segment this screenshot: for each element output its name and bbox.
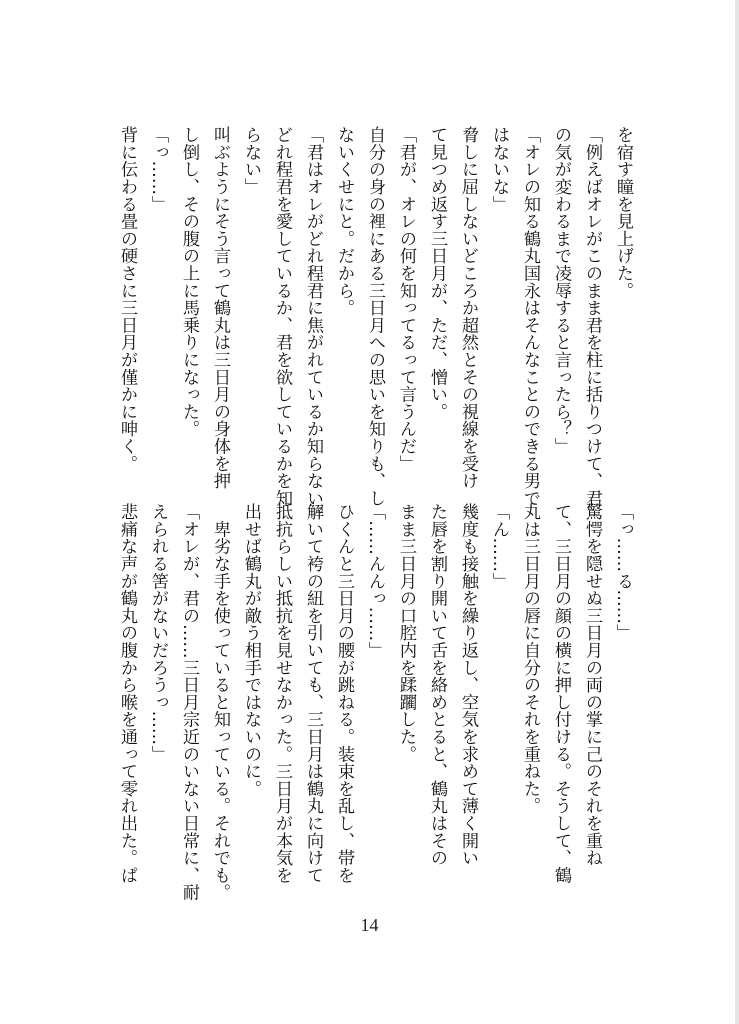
page-number: 14 (360, 915, 379, 935)
text-column: 叫ぶようにそう言って鶴丸は三日月の身体を押 (210, 126, 230, 490)
text-column: 出せば鶴丸が敵う相手ではないのに。 (241, 503, 261, 798)
text-column: 抵抗らしい抵抗を見せなかった。三日月が本気を (272, 503, 292, 884)
text-column: どれ程君を愛しているか、君を欲しているかを知 (272, 126, 292, 507)
text-column: て、三日月の顔の横に押し付ける。そうして、鶴 (551, 503, 571, 884)
text-column: 「ん……」 (489, 503, 509, 590)
text-column: 「オレの知る鶴丸国永はそんなことのできる男で (520, 126, 540, 507)
text-column: 「……んんっ……」 (365, 503, 385, 659)
text-column: 丸は三日月の唇に自分のそれを重ねた。 (520, 503, 540, 815)
text-column: を宿す瞳を見上げた。 (613, 126, 633, 299)
text-column: 背に伝わる畳の硬さに三日月が僅かに呻く。 (117, 126, 137, 472)
text-column: 脅しに屈しないどころか超然とその視線を受け (458, 126, 478, 490)
text-column: まま三日月の口腔内を蹂躙した。 (396, 503, 416, 763)
text-column: 「君はオレがどれ程君に焦がれているか知らない。 (303, 126, 323, 524)
text-column: 「っ……る……」 (613, 503, 633, 642)
text-column: 幾度も接触を繰り返し、空気を求めて薄く開い (458, 503, 478, 867)
text-column: て見つめ返す三日月が、ただ、憎い。 (427, 126, 447, 421)
text-column: 卑劣な手を使っていると知っている。それでも。 (210, 503, 230, 901)
text-block-upper (108, 126, 638, 524)
text-column: 「オレが、君の……三日月宗近のいない日常に、耐 (179, 503, 199, 901)
text-column: た唇を割り開いて舌を絡めとると、鶴丸はその (427, 503, 447, 867)
text-column: えられる筈がないだろうっ……」 (148, 503, 168, 763)
text-column: ないくせにと。だから。 (334, 126, 354, 317)
text-column: はないな」 (489, 126, 509, 213)
text-column: 自分の身の裡にある三日月への思いを知りも、し (365, 126, 385, 507)
text-block-lower (108, 503, 638, 901)
text-column: し倒し、その腹の上に馬乗りになった。 (179, 126, 199, 438)
text-column: 解いて袴の紐を引いても、三日月は鶴丸に向けて (303, 503, 323, 884)
text-column: 「例えばオレがこのまま君を柱に括りつけて、君 (582, 126, 602, 507)
text-column: らない」 (241, 126, 261, 196)
text-column: ひくんと三日月の腰が跳ねる。装束を乱し、帯を (334, 503, 354, 884)
page-edge (735, 0, 739, 1024)
text-column: 「っ……」 (148, 126, 168, 213)
text-column: の気が変わるまで凌辱すると言ったら？」 (551, 126, 571, 455)
text-column: 驚愕を隠せぬ三日月の両の掌に己のそれを重ね (582, 503, 602, 867)
text-column: 「君が、オレの何を知ってるって言うんだ」 (396, 126, 416, 472)
text-column: 悲痛な声が鶴丸の腹から喉を通って零れ出た。ぱ (117, 503, 137, 884)
